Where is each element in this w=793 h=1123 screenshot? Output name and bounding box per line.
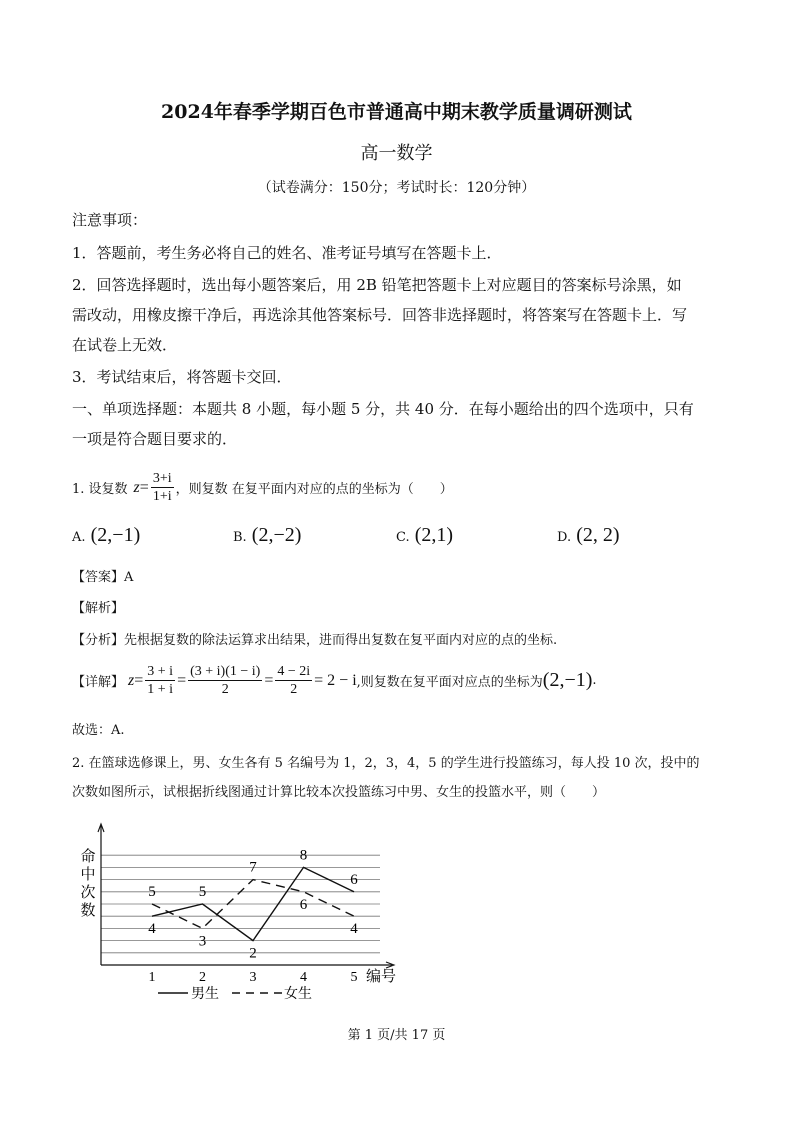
y-label-char: 数 (80, 903, 96, 919)
q1-option-d-value: (2, 2) (576, 524, 620, 546)
section-1-line-2: 一项是符合题目要求的． (72, 430, 238, 448)
chart-y-label (80, 848, 95, 919)
q2-line-2: 次数如图所示，试根据折线图通过计算比较本次投篮练习中男、女生的投篮水平，则（ ） (72, 785, 606, 800)
q1-detail-fraction-1-den: 1 + i (147, 682, 174, 697)
data-label: 2 (249, 945, 257, 962)
q1-fraction (151, 470, 174, 505)
data-label: 7 (249, 859, 257, 876)
q1-detail-fraction-2-den: 2 (221, 682, 229, 697)
q1-detail-z: z (128, 671, 135, 689)
x-tick-label: 2 (199, 970, 206, 985)
note-item-2-line-2: 需改动，用橡皮擦干净后，再选涂其他答案标号．回答非选择题时，将答案写在答题卡上．写 (72, 306, 688, 324)
q2-line-1: 2. 在篮球选修课上，男、女生各有 5 名编号为 1，2，3，4，5 的学生进行投篮练习，每人投 10 次，投中的 (72, 756, 700, 771)
q1-option-c-value: (2,1) (414, 524, 454, 546)
page-footer: 第 1 页/共 17 页 (347, 1028, 446, 1043)
q1-detail-fraction-3-den: 2 (290, 682, 298, 697)
q1-option-c-letter: C. (396, 530, 410, 545)
q1-z: z (133, 478, 140, 496)
data-label: 4 (350, 921, 358, 938)
x-tick-label: 3 (249, 970, 257, 985)
q1-option-d (557, 524, 620, 547)
q1-detail-point: (2,−1) (542, 669, 593, 691)
data-label: 8 (299, 847, 308, 864)
data-label: 6 (299, 896, 308, 913)
chart-grid (101, 855, 380, 953)
q1-option-c (396, 524, 453, 547)
q1-detail-fraction-2-num: (3 + i)(1 − i) (190, 664, 261, 679)
paper-title: 2024年春季学期百色市普通高中期末教学质量调研测试 (161, 101, 632, 123)
x-tick-label: 4 (300, 970, 307, 985)
q1-detail-fraction-2 (188, 663, 262, 698)
q1-option-b-letter: B. (233, 530, 247, 545)
shooting-line-chart (70, 818, 410, 1008)
q1-option-a-value: (2,−1) (90, 524, 141, 546)
data-label: 5 (148, 884, 156, 900)
q1-option-b-value: (2,−2) (251, 524, 302, 546)
q1-option-d-letter: D. (557, 530, 572, 545)
q1-detail-eq-3: = (264, 671, 274, 689)
legend-label-girls: 女生 (284, 987, 312, 1002)
q1-eq: = (139, 478, 149, 496)
note-item-1: 1．答题前，考生务必将自己的姓名、准考证号填写在答题卡上． (72, 244, 502, 262)
q1-prefix: 1. 设复数 (72, 482, 128, 497)
chart-x-label: 编号 (366, 969, 397, 985)
q1-option-a-letter: A. (72, 530, 86, 545)
data-label: 4 (148, 921, 156, 938)
data-label: 6 (350, 871, 358, 888)
x-tick-label: 1 (148, 970, 156, 985)
q1-analysis: 【分析】先根据复数的除法运算求出结果，进而得出复数在复平面内对应的点的坐标. (72, 633, 558, 648)
q1-detail-end: . (592, 673, 597, 688)
exam-info: （试卷满分：150分；考试时长：120分钟） (257, 180, 536, 196)
note-item-2-line-1: 2．回答选择题时，选出每小题答案后，用 2B 铅笔把答题卡上对应题目的答案标号涂黑，如 (72, 276, 682, 294)
q1-conclusion: 故选：A. (72, 723, 125, 738)
q1-detail-result: = 2 − i (314, 671, 357, 689)
data-label: 3 (198, 933, 207, 950)
q1-detail-suffix: ,则复数在复平面对应点的坐标为 (356, 675, 543, 690)
y-label-char: 次 (80, 885, 96, 901)
legend-label-boys: 男生 (191, 987, 219, 1002)
q1-detail-eq-1: = (134, 671, 144, 689)
note-item-3: 3．考试结束后，将答题卡交回． (72, 368, 292, 386)
y-label-char: 命 (80, 849, 96, 865)
q1-option-b (233, 524, 301, 547)
x-tick-label: 5 (350, 970, 358, 985)
y-label-char: 中 (80, 867, 96, 883)
q1-detail-eq-2: = (177, 671, 187, 689)
question-1 (72, 470, 453, 505)
q1-detail-fraction-3 (275, 663, 312, 698)
q1-suffix: ，则复数 在复平面内对应的点的坐标为（ ） (175, 482, 453, 497)
notes-heading: 注意事项： (72, 211, 148, 229)
paper-subtitle: 高一数学 (360, 143, 433, 164)
chart-x-ticks (149, 970, 358, 985)
q1-fraction-den: 1+i (152, 489, 172, 504)
q1-detail-fraction-1-num: 3 + i (147, 664, 174, 679)
q1-option-a (72, 524, 140, 547)
chart-axes (98, 824, 394, 968)
q1-analysis-heading: 【解析】 (72, 601, 125, 616)
q1-detail-fraction-1 (145, 663, 175, 698)
q1-answer: 【答案】A (72, 570, 134, 585)
q1-fraction-num: 3+i (152, 471, 172, 486)
q1-detail-label: 【详解】 (72, 675, 125, 690)
data-label: 5 (198, 884, 207, 900)
section-1-line-1: 一、单项选择题：本题共 8 小题，每小题 5 分，共 40 分．在每小题给出的四个选项中，只有 (72, 400, 694, 418)
q1-detail (72, 663, 597, 698)
chart-series (148, 847, 358, 961)
note-item-2-line-3: 在试卷上无效． (72, 336, 178, 354)
chart-legend (158, 985, 312, 1002)
q1-detail-fraction-3-num: 4 − 2i (277, 664, 311, 679)
